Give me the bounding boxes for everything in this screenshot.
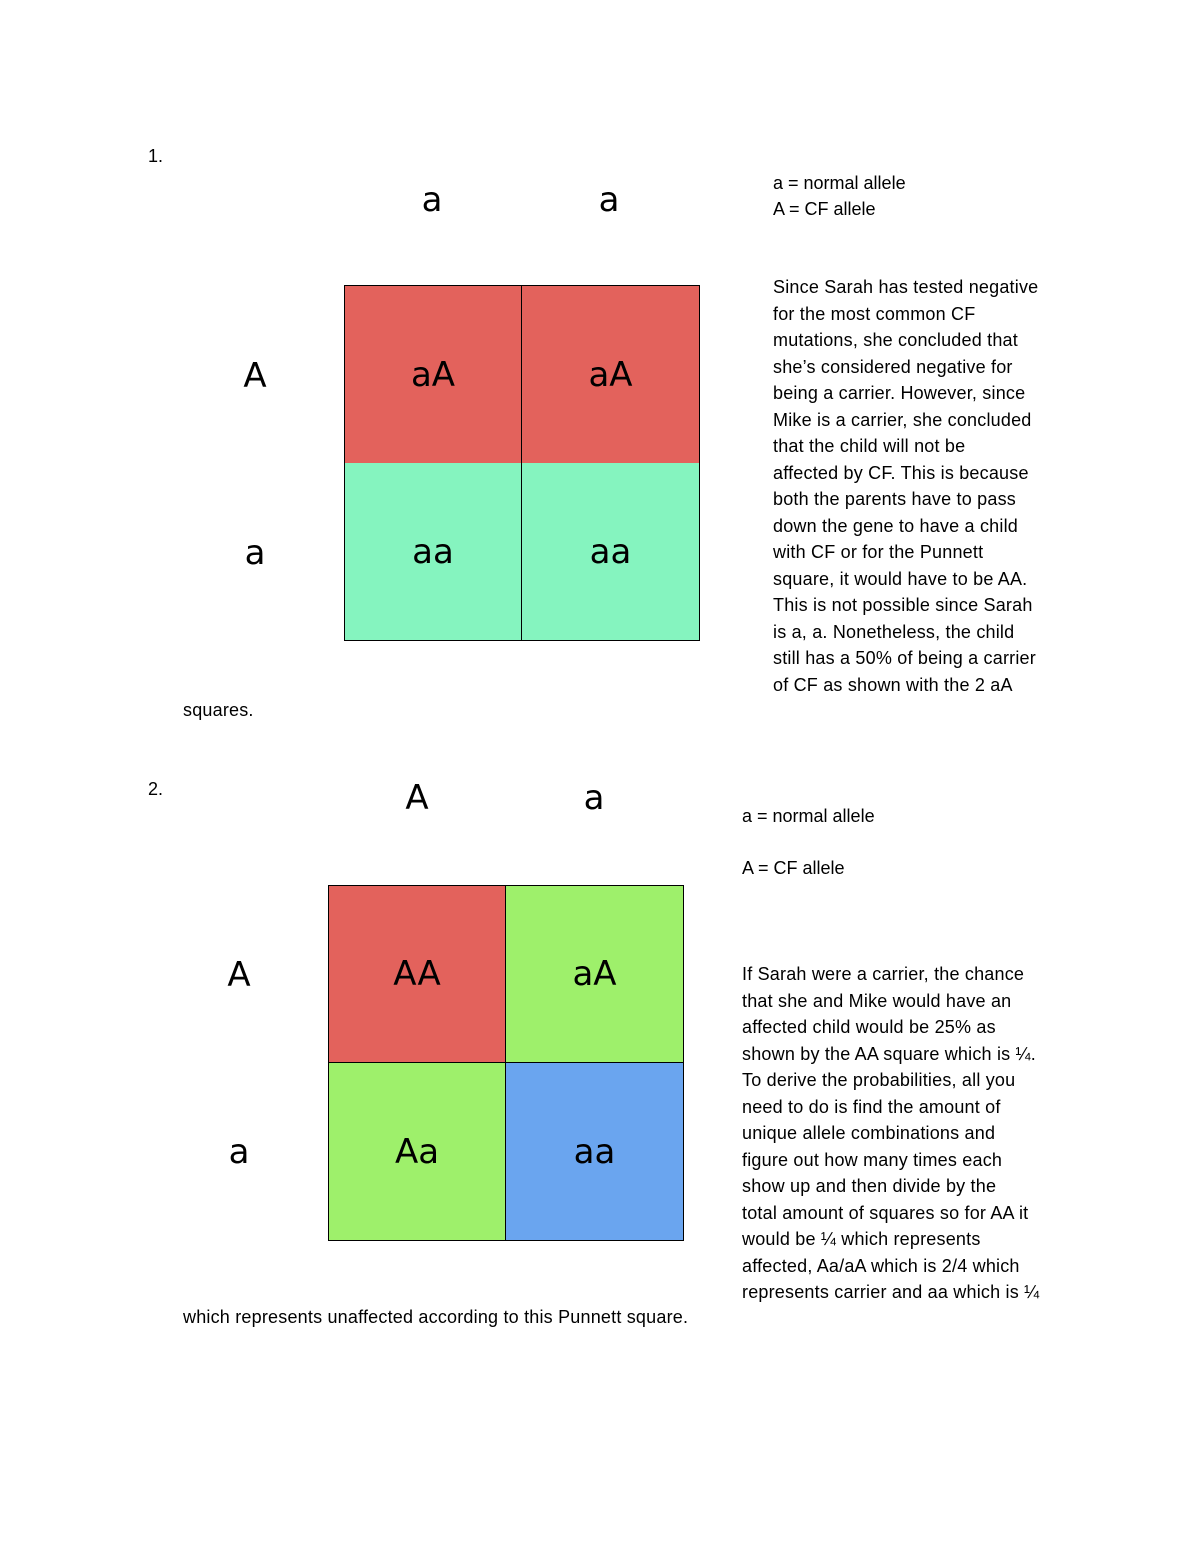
punnett-2-cell-1: AA bbox=[329, 886, 506, 1063]
section-1-number: 1. bbox=[148, 146, 164, 166]
section-1-paragraph: Since Sarah has tested negative for the most common CF mutations, she concluded that she’s considered negative for being a carrier. However, since Mike is a carrier, she concluded that the child will not be affected by CF. This is because both the parents have to pass down the gene to have a child with CF or for the Punnett square, it would have to be AA. This is not possible since Sarah is a, a. Nonetheless, the child still has a 50% of being a carrier of CF as shown with the 2 aA bbox=[773, 277, 1039, 695]
section-2-row-header-2: a bbox=[228, 1132, 250, 1172]
section-2-legend-cf: A = CF allele bbox=[742, 858, 845, 878]
section-1-paragraph-tail: squares. bbox=[183, 700, 254, 720]
punnett-2-cell-3: Aa bbox=[329, 1063, 506, 1240]
section-1-legend-cf: A = CF allele bbox=[773, 199, 876, 219]
section-1-legend-normal: a = normal allele bbox=[773, 173, 906, 193]
section-2-row-header-1: A bbox=[227, 955, 251, 995]
punnett-2-cell-4: aa bbox=[506, 1063, 683, 1240]
punnett-2-cell-2: aA bbox=[506, 886, 683, 1063]
section-1-legend bbox=[773, 170, 906, 222]
section-2-col-header-1: A bbox=[405, 778, 429, 818]
punnett-square-1 bbox=[344, 285, 700, 641]
section-2-col-header-2: a bbox=[583, 778, 605, 818]
section-1-row-header-2: a bbox=[244, 533, 266, 573]
section-1-col-header-2: a bbox=[598, 180, 620, 220]
section-2-legend bbox=[742, 803, 875, 881]
section-1-col-header-1: a bbox=[421, 180, 443, 220]
punnett-1-cell-4: aa bbox=[522, 463, 699, 640]
section-2-number: 2. bbox=[148, 779, 164, 799]
punnett-1-cell-3: aa bbox=[345, 463, 522, 640]
section-2-paragraph: If Sarah were a carrier, the chance that she and Mike would have an affected child would be 25% as shown by the AA square which is ¼. To derive the probabilities, all you need to do is find the amount of unique allele combinations and figure out how many times each show up and then divide by the total amount of squares so for AA it would be ¼ which represents affected, Aa/aA which is 2/4 which represents carrier and aa which is ¼ bbox=[742, 964, 1040, 1302]
punnett-1-cell-2: aA bbox=[522, 286, 699, 463]
punnett-1-cell-1: aA bbox=[345, 286, 522, 463]
section-2-paragraph-tail: which represents unaffected according to this Punnett square. bbox=[183, 1307, 689, 1327]
section-2-legend-normal: a = normal allele bbox=[742, 806, 875, 826]
section-1-row-header-1: A bbox=[243, 356, 267, 396]
punnett-square-2 bbox=[328, 885, 684, 1241]
